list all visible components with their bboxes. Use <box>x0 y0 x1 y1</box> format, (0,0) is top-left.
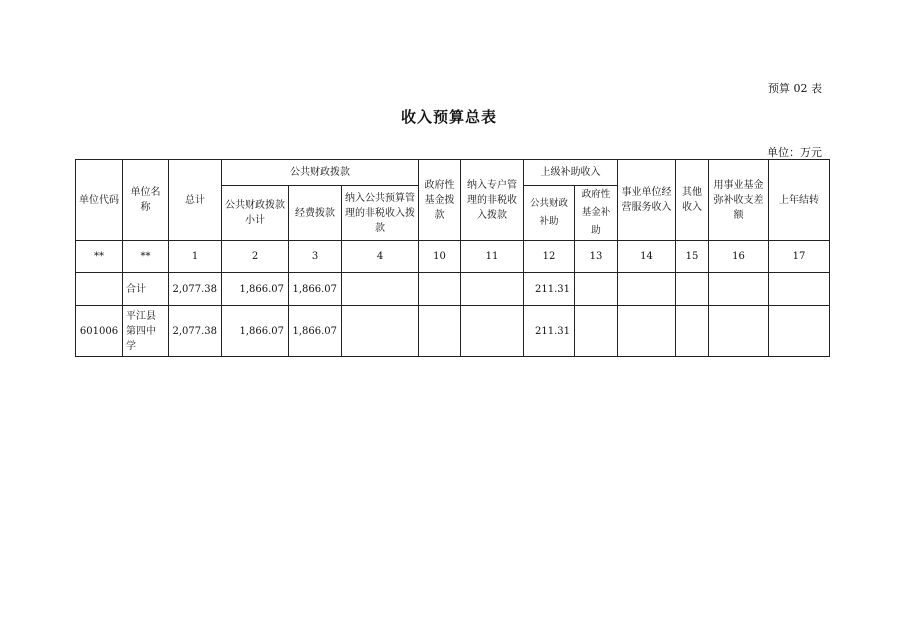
index-cell: 11 <box>461 241 524 273</box>
income-budget-table <box>75 159 830 357</box>
header-business-service: 事业单位经营服务收入 <box>618 160 676 241</box>
index-cell: 2 <box>222 241 289 273</box>
header-public-budget-nontax: 纳入公共预算管理的非税收入拨款 <box>342 186 419 241</box>
header-prior-year-carryover: 上年结转 <box>769 160 830 241</box>
header-special-nontax: 纳入专户管理的非税收入拨款 <box>461 160 524 241</box>
cell-public-finance-subtotal: 1,866.07 <box>222 306 289 357</box>
cell-total: 2,077.38 <box>169 273 222 306</box>
cell-empty <box>709 306 769 357</box>
index-cell: 13 <box>575 241 618 273</box>
cell-empty <box>618 273 676 306</box>
cell-empty <box>769 306 830 357</box>
index-cell: 10 <box>419 241 461 273</box>
index-cell: ** <box>123 241 169 273</box>
cell-empty <box>419 273 461 306</box>
header-row-top <box>76 160 830 186</box>
cell-empty <box>461 273 524 306</box>
cell-public-finance-subsidy: 211.31 <box>524 306 575 357</box>
index-cell: ** <box>76 241 123 273</box>
cell-empty <box>575 273 618 306</box>
cell-empty <box>676 306 709 357</box>
header-other-income: 其他收入 <box>676 160 709 241</box>
header-gov-fund-subsidy: 政府性基金补助 <box>575 186 618 241</box>
cell-public-finance-subtotal: 1,866.07 <box>222 273 289 306</box>
cell-expense-appropriation: 1,866.07 <box>289 306 342 357</box>
cell-total: 2,077.38 <box>169 306 222 357</box>
cell-unit-code: 601006 <box>76 306 123 357</box>
header-total: 总计 <box>169 160 222 241</box>
cell-unit-name: 合计 <box>123 273 169 306</box>
form-number: 预算 02 表 <box>768 82 822 95</box>
table-row-total <box>76 273 830 306</box>
cell-empty <box>709 273 769 306</box>
index-cell: 16 <box>709 241 769 273</box>
header-unit-name: 单位名称 <box>123 160 169 241</box>
cell-empty <box>676 273 709 306</box>
table-row-unit <box>76 306 830 357</box>
index-cell: 14 <box>618 241 676 273</box>
page-title: 收入预算总表 <box>400 108 497 126</box>
index-cell: 12 <box>524 241 575 273</box>
index-cell: 4 <box>342 241 419 273</box>
header-superior-subsidy: 上级补助收入 <box>524 160 618 186</box>
cell-unit-name: 平江县第四中学 <box>123 306 169 357</box>
cell-empty <box>575 306 618 357</box>
header-expense-appropriation: 经费拨款 <box>289 186 342 241</box>
index-cell: 17 <box>769 241 830 273</box>
cell-empty <box>419 306 461 357</box>
cell-empty <box>461 306 524 357</box>
header-business-fund-gap: 用事业基金弥补收支差额 <box>709 160 769 241</box>
cell-expense-appropriation: 1,866.07 <box>289 273 342 306</box>
cell-empty <box>618 306 676 357</box>
index-cell: 3 <box>289 241 342 273</box>
index-cell: 1 <box>169 241 222 273</box>
index-cell: 15 <box>676 241 709 273</box>
header-public-finance-subtotal: 公共财政拨款小计 <box>222 186 289 241</box>
header-gov-fund: 政府性基金拨款 <box>419 160 461 241</box>
index-row <box>76 241 830 273</box>
cell-empty <box>342 273 419 306</box>
header-unit-code: 单位代码 <box>76 160 123 241</box>
header-public-finance: 公共财政拨款 <box>222 160 419 186</box>
cell-empty <box>769 273 830 306</box>
cell-public-finance-subsidy: 211.31 <box>524 273 575 306</box>
cell-empty <box>342 306 419 357</box>
cell-unit-code <box>76 273 123 306</box>
header-public-finance-subsidy: 公共财政补助 <box>524 186 575 241</box>
unit-label: 单位：万元 <box>767 146 822 159</box>
